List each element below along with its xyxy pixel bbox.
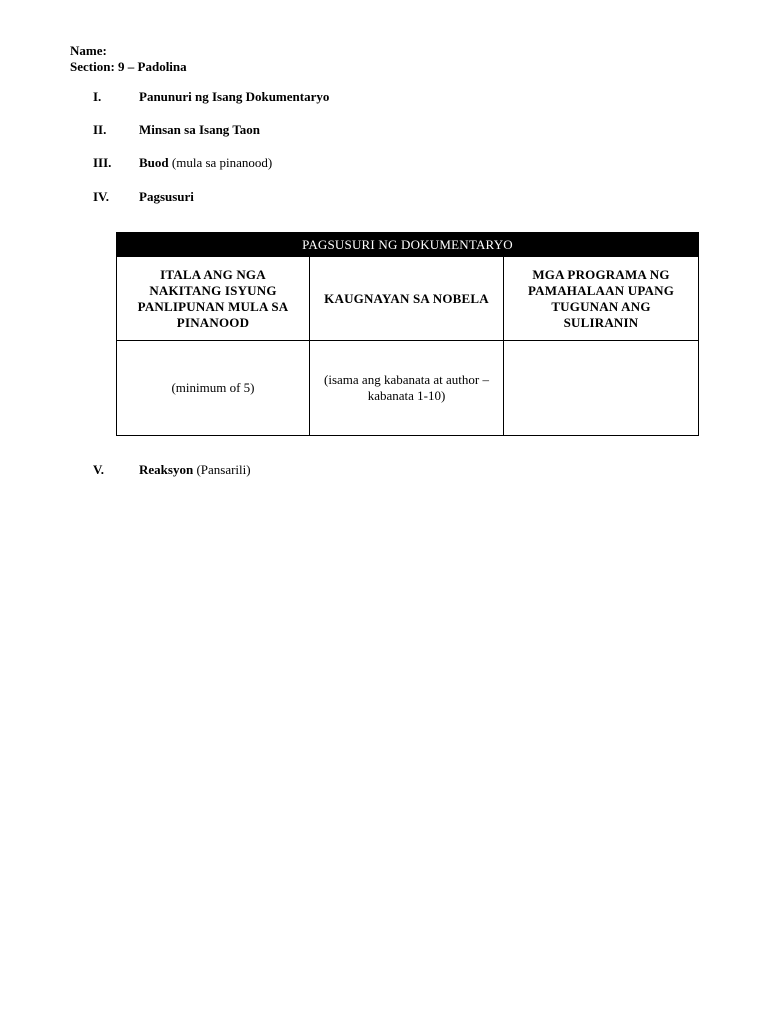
outline-title: Panunuri ng Isang Dokumentaryo <box>139 89 330 104</box>
outline-title: Reaksyon <box>139 462 194 477</box>
outline-numeral: IV. <box>93 189 110 204</box>
column-header-issues: ITALA ANG NGA NAKITANG ISYUNG PANLIPUNAN MULA SA PINANOOD <box>117 257 310 341</box>
cell-issues[interactable]: (minimum of 5) <box>117 341 310 436</box>
name-label: Name: <box>70 43 107 58</box>
outline-numeral: V. <box>93 462 104 477</box>
cell-government-programs[interactable] <box>504 341 699 436</box>
analysis-table <box>116 232 699 436</box>
cell-novel-relation[interactable]: (isama ang kabanata at author – kabanata 1-10) <box>310 341 504 436</box>
table-title: PAGSUSURI NG DOKUMENTARYO <box>117 233 699 257</box>
outline-note: (mula sa pinanood) <box>168 155 273 170</box>
section-label: Section: 9 – Padolina <box>70 59 187 74</box>
column-header-novel-relation: KAUGNAYAN SA NOBELA <box>310 257 504 341</box>
outline-item-5 <box>93 462 251 478</box>
outline-numeral: II. <box>93 122 107 137</box>
outline-numeral: III. <box>93 155 112 170</box>
outline-item-4 <box>93 189 194 205</box>
outline-note: (Pansarili) <box>193 462 251 477</box>
outline-title: Minsan sa Isang Taon <box>139 122 261 137</box>
outline-numeral: I. <box>93 89 102 104</box>
outline-title: Buod <box>139 155 169 170</box>
table-row <box>117 341 699 436</box>
column-header-government-programs: MGA PROGRAMA NG PAMAHALAAN UPANG TUGUNAN ANG SULIRANIN <box>504 257 699 341</box>
outline-item-1 <box>93 89 329 105</box>
outline-item-2 <box>93 122 260 138</box>
outline-item-3 <box>93 155 272 171</box>
outline-title: Pagsusuri <box>139 189 194 204</box>
